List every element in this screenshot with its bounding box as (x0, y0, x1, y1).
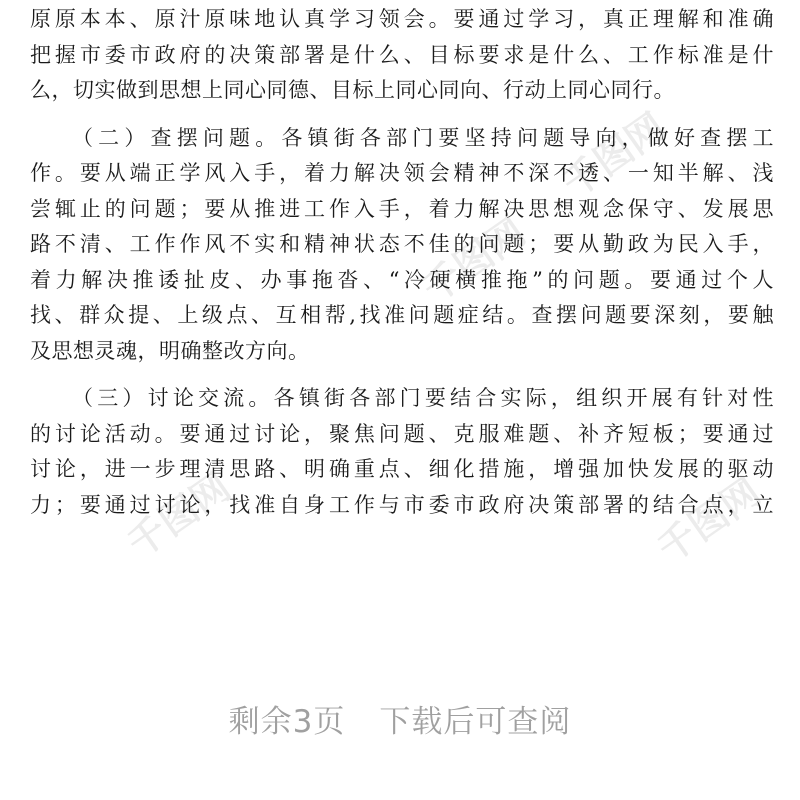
watermark: 千图网 (649, 469, 769, 572)
watermark: 千图网 (414, 209, 534, 312)
paragraph-line: 作。要从端正学风入手，着力解决领会精神不深不透、一知半解、浅 (30, 161, 774, 185)
remaining-pages-label: 剩余3页 (228, 704, 346, 740)
paragraph-line: 找、群众提、上级点、互相帮,找准问题症结。查摆问题要深刻，要触 (30, 303, 774, 327)
download-hint-label: 下载后可查阅 (379, 704, 572, 740)
section-heading-line: （二）查摆问题。各镇街各部门要坚持问题导向，做好查摆工 (72, 125, 774, 150)
paragraph-gap (30, 369, 774, 381)
paragraph-line: 力；要通过讨论，找准自身工作与市委市政府决策部署的结合点，立 (30, 492, 774, 517)
paragraph-line: 的讨论活动。要通过讨论，聚焦问题、克服难题、补齐短板；要通过 (30, 421, 774, 446)
paragraph-line: 路不清、工作作风不实和精神状态不佳的问题；要从勤政为民入手， (30, 232, 774, 256)
section-heading-line: （三）讨论交流。各镇街各部门要结合实际，组织开展有针对性 (72, 386, 774, 410)
paragraph-line: 着力解决推诿扯皮、办事拖沓、“冷硬横推拖”的问题。要通过个人 (30, 267, 774, 292)
paragraph-line: 尝辄止的问题；要从推进工作入手，着力解决思想观念保守、发展思 (30, 196, 774, 221)
download-footer (0, 690, 800, 760)
paragraph-line: 么，切实做到思想上同心同德、目标上同心同向、行动上同心同行。 (30, 78, 675, 102)
paragraph-line: 及思想灵魂，明确整改方向。 (30, 338, 310, 363)
watermark: 千图网 (119, 464, 239, 567)
paragraph-line: 把握市委市政府的决策部署是什么、目标要求是什么、工作标准是什 (30, 42, 774, 67)
document-body (30, 2, 774, 523)
paragraph-gap (30, 109, 774, 121)
download-prompt-button[interactable] (229, 690, 572, 754)
paragraph-line: 原原本本、原汁原味地认真学习领会。要通过学习，真正理解和准确 (30, 7, 774, 31)
paragraph-line: 讨论，进一步理清思路、明确重点、细化措施，增强加快发展的驱动 (30, 457, 774, 481)
watermark: 千图网 (554, 104, 674, 207)
